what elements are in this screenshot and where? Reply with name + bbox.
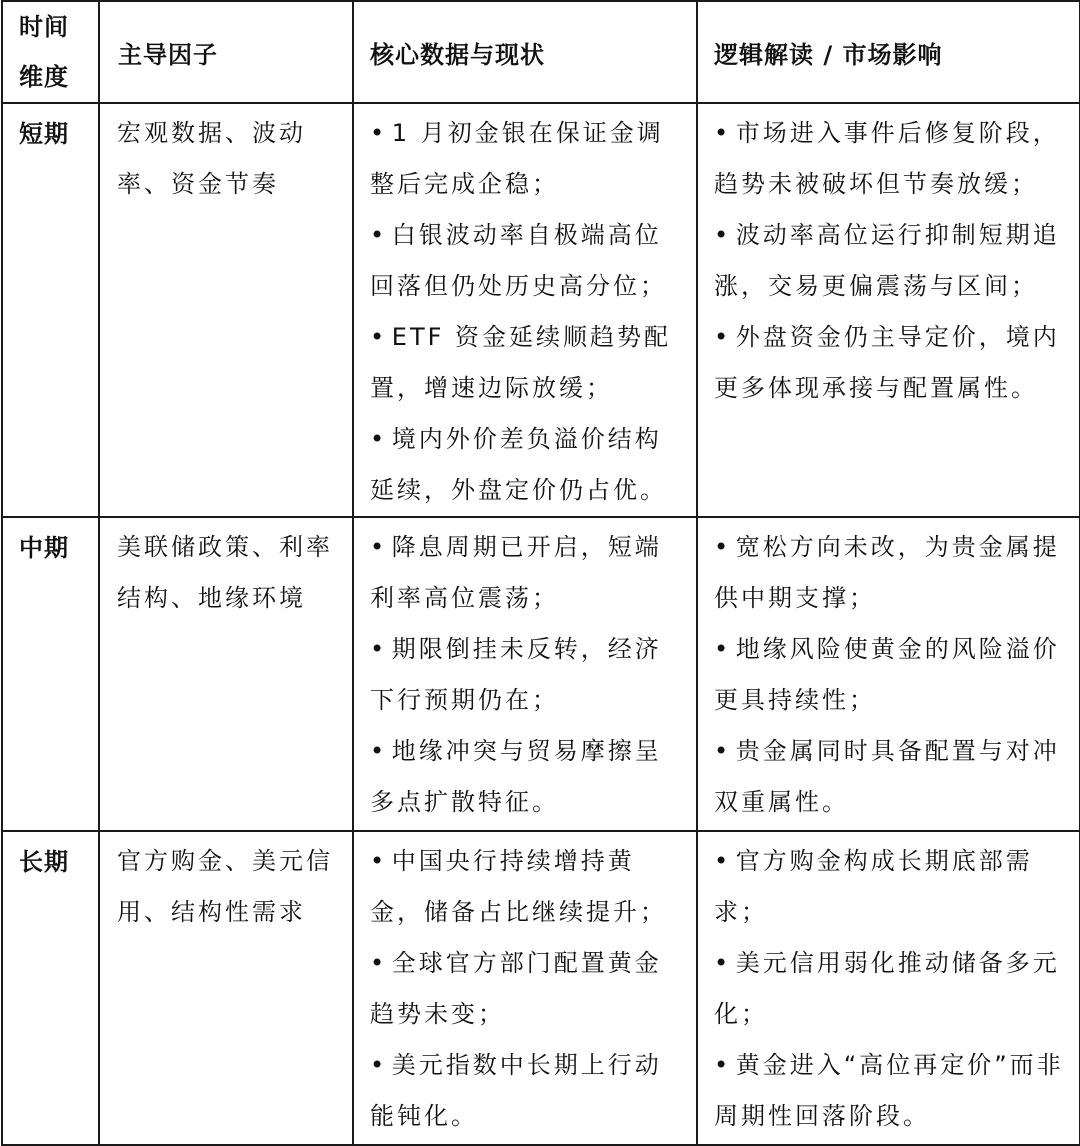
core-data-cell xyxy=(353,103,697,517)
header-leading-factor: 主导因子 xyxy=(99,1,353,103)
header-logic-impact: 逻辑解读 / 市场影响 xyxy=(697,1,1080,103)
core-data-item: • 1 月初金银在保证金调整后完成企稳； xyxy=(370,108,682,210)
core-data-cell xyxy=(353,831,697,1145)
impact-cell xyxy=(697,831,1080,1145)
factor-cell: 美联储政策、利率结构、地缘环境 xyxy=(99,517,353,831)
header-time-dimension: 时间 维度 xyxy=(2,1,99,103)
impact-item: • 贵金属同时具备配置与对冲双重属性。 xyxy=(714,726,1065,828)
impact-item: • 市场进入事件后修复阶段，趋势未被破坏但节奏放缓； xyxy=(714,108,1065,210)
core-data-item: • ETF 资金延续顺趋势配置，增速边际放缓； xyxy=(370,312,682,414)
header-core-data: 核心数据与现状 xyxy=(353,1,697,103)
dimension-cell: 中期 xyxy=(2,517,99,831)
impact-item: • 官方购金构成长期底部需求； xyxy=(714,836,1065,938)
impact-item: • 宽松方向未改，为贵金属提供中期支撑； xyxy=(714,522,1065,624)
factor-cell: 宏观数据、波动率、资金节奏 xyxy=(99,103,353,517)
factor-cell: 官方购金、美元信用、结构性需求 xyxy=(99,831,353,1145)
impact-item: • 美元信用弱化推动储备多元化； xyxy=(714,938,1065,1040)
core-data-item: • 地缘冲突与贸易摩擦呈多点扩散特征。 xyxy=(370,726,682,828)
core-data-cell xyxy=(353,517,697,831)
impact-item: • 地缘风险使黄金的风险溢价更具持续性； xyxy=(714,624,1065,726)
impact-item: • 黄金进入“高位再定价”而非周期性回落阶段。 xyxy=(714,1040,1065,1142)
core-data-item: • 中国央行持续增持黄金，储备占比继续提升； xyxy=(370,836,682,938)
impact-item: • 波动率高位运行抑制短期追涨，交易更偏震荡与区间； xyxy=(714,210,1065,312)
core-data-item: • 期限倒挂未反转，经济下行预期仍在； xyxy=(370,624,682,726)
core-data-item: • 美元指数中长期上行动能钝化。 xyxy=(370,1040,682,1142)
table-row-mid-term xyxy=(2,517,1080,831)
core-data-item: • 白银波动率自极端高位回落但仍处历史高分位； xyxy=(370,210,682,312)
header-row xyxy=(2,1,1080,103)
impact-cell xyxy=(697,103,1080,517)
core-data-item: • 降息周期已开启，短端利率高位震荡； xyxy=(370,522,682,624)
gold-silver-factor-table xyxy=(1,0,1080,1146)
table-row-short-term xyxy=(2,103,1080,517)
table-row-long-term xyxy=(2,831,1080,1145)
dimension-cell: 长期 xyxy=(2,831,99,1145)
impact-item: • 外盘资金仍主导定价，境内更多体现承接与配置属性。 xyxy=(714,312,1065,414)
impact-cell xyxy=(697,517,1080,831)
dimension-cell: 短期 xyxy=(2,103,99,517)
core-data-item: • 全球官方部门配置黄金趋势未变； xyxy=(370,938,682,1040)
core-data-item: • 境内外价差负溢价结构延续，外盘定价仍占优。 xyxy=(370,414,682,516)
